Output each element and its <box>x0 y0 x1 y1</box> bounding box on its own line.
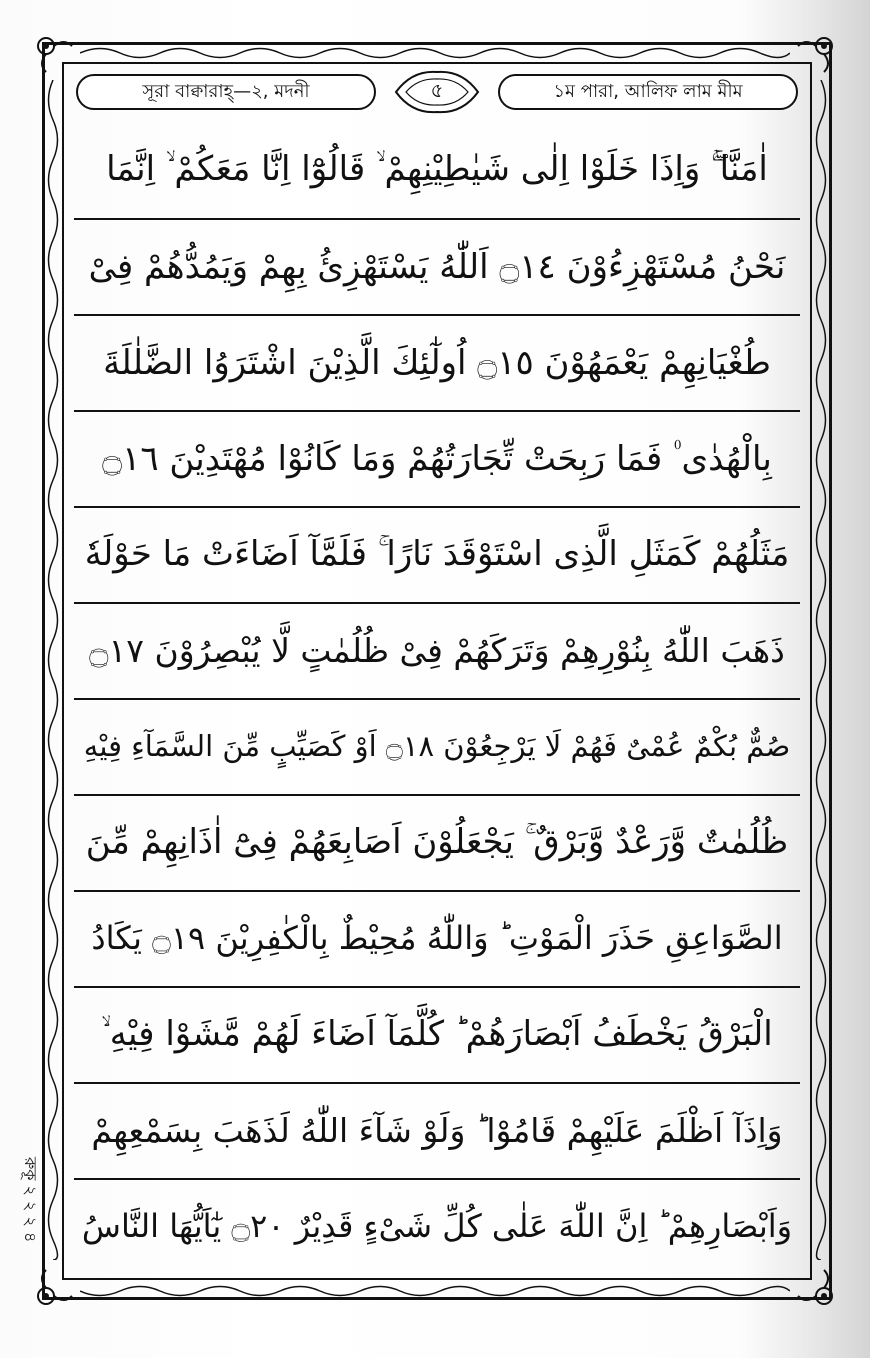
right-border-ornament <box>812 80 830 1260</box>
arabic-text-block <box>74 122 800 1278</box>
page-number: ৫ <box>430 77 444 102</box>
text-line: نَحْنُ مُسْتَهْزِءُوْنَ ۝١٤ اَللّٰهُ يَسْتَهْزِئُ بِهِمْ وَيَمُدُّهُمْ فِىْ <box>74 218 800 312</box>
corner-ornament-bottom-right <box>796 1268 836 1308</box>
text-line: اٰمَنَّا ۖۚ وَاِذَا خَلَوْا اِلٰى شَيٰطِيْنِهِمْ ۙ قَالُوْٓا اِنَّا مَعَكُمْ ۙ اِنَّمَا <box>106 149 768 189</box>
text-line: الْبَرْقُ يَخْطَفُ اَبْصَارَهُمْ ؕ كُلَّمَآ اَضَاءَ لَهُمْ مَّشَوْا فِيْهِ ۙ <box>74 986 800 1080</box>
text-line: الصَّوَاعِقِ حَذَرَ الْمَوْتِ ؕ وَاللّٰهُ مُحِيْطٌ بِالْكٰفِرِيْنَ ۝١٩ يَكَادُ <box>74 890 800 984</box>
text-line: صُمٌّ بُكْمٌ عُمْىٌ فَهُمْ لَا يَرْجِعُوْنَ ۝١٨ اَوْ كَصَيِّبٍ مِّنَ السَّمَآءِ فِيْهِ <box>74 698 800 792</box>
left-border-ornament <box>44 80 62 1260</box>
bottom-border-ornament <box>80 1282 790 1300</box>
text-line: بِالْهُدٰى ۠ فَمَا رَبِحَتْ تِّجَارَتُهُمْ وَمَا كَانُوْا مُهْتَدِيْنَ ۝١٦ <box>74 410 800 504</box>
surah-title: সূরা বাক্বারাহ্‌—২, মদনী <box>76 74 376 110</box>
text-line: وَاَبْصَارِهِمْ ؕ اِنَّ اللّٰهَ عَلٰى كُلِّ شَىْءٍ قَدِيْرٌ ۝٢٠ يٰٓاَيُّهَا النَّاسُ <box>74 1178 800 1272</box>
ruku-margin-note: রুকূ ২ ২ ২ ৪ <box>21 1157 40 1243</box>
para-title: ১ম পারা, আলিফ লাম মীম <box>498 74 798 110</box>
page-number-badge <box>392 68 482 116</box>
text-line: ذَهَبَ اللّٰهُ بِنُوْرِهِمْ وَتَرَكَهُمْ فِىْ ظُلُمٰتٍ لَّا يُبْصِرُوْنَ ۝١٧ <box>74 602 800 696</box>
top-border-ornament <box>80 44 790 62</box>
text-line: مَثَلُهُمْ كَمَثَلِ الَّذِى اسْتَوْقَدَ نَارًا ۚ فَلَمَّآ اَضَاءَتْ مَا حَوْلَهٗ <box>74 506 800 600</box>
text-line: طُغْيَانِهِمْ يَعْمَهُوْنَ ۝١٥ اُولٰٓئِكَ الَّذِيْنَ اشْتَرَوُا الضَّلٰلَةَ <box>74 314 800 408</box>
corner-ornament-top-left <box>34 34 74 74</box>
text-line: وَاِذَآ اَظْلَمَ عَلَيْهِمْ قَامُوْا ؕ وَلَوْ شَآءَ اللّٰهُ لَذَهَبَ بِسَمْعِهِمْ <box>74 1082 800 1176</box>
text-line: ظُلُمٰتٌ وَّرَعْدٌ وَّبَرْقٌ ۚ يَجْعَلُوْنَ اَصَابِعَهُمْ فِىْٓ اٰذَانِهِمْ مِّنَ <box>74 794 800 888</box>
page-header <box>74 68 800 118</box>
corner-ornament-top-right <box>796 34 836 74</box>
